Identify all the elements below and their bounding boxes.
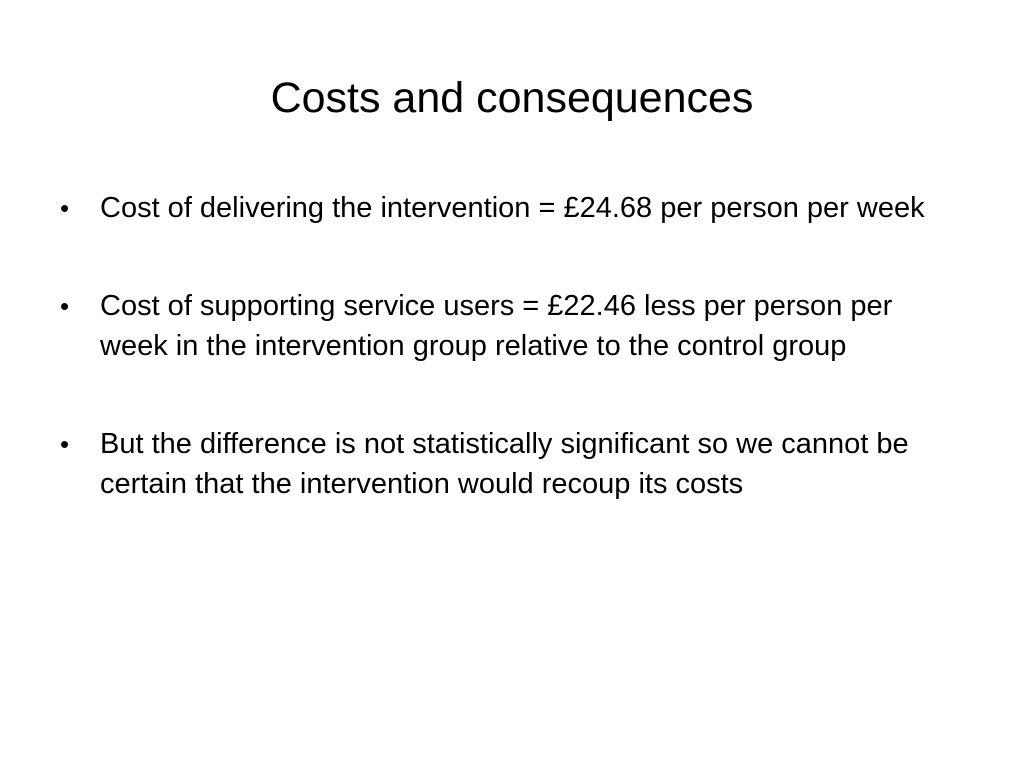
bullet-list — [60, 188, 950, 504]
bullet-icon: • — [60, 429, 70, 459]
bullet-item — [60, 188, 950, 228]
bullet-item — [60, 424, 950, 504]
slide-title: Costs and consequences — [270, 74, 754, 122]
bullet-text: Cost of supporting service users = £22.46 less per person per week in the intervention group relative to the control group — [100, 290, 893, 362]
bullet-text: Cost of delivering the intervention = £24.68 per person per week — [100, 192, 925, 224]
bullet-icon: • — [60, 193, 70, 223]
bullet-text: But the difference is not statistically significant so we cannot be certain that the intervention would recoup its costs — [100, 428, 909, 500]
bullet-item — [60, 286, 950, 366]
bullet-icon: • — [60, 291, 70, 321]
